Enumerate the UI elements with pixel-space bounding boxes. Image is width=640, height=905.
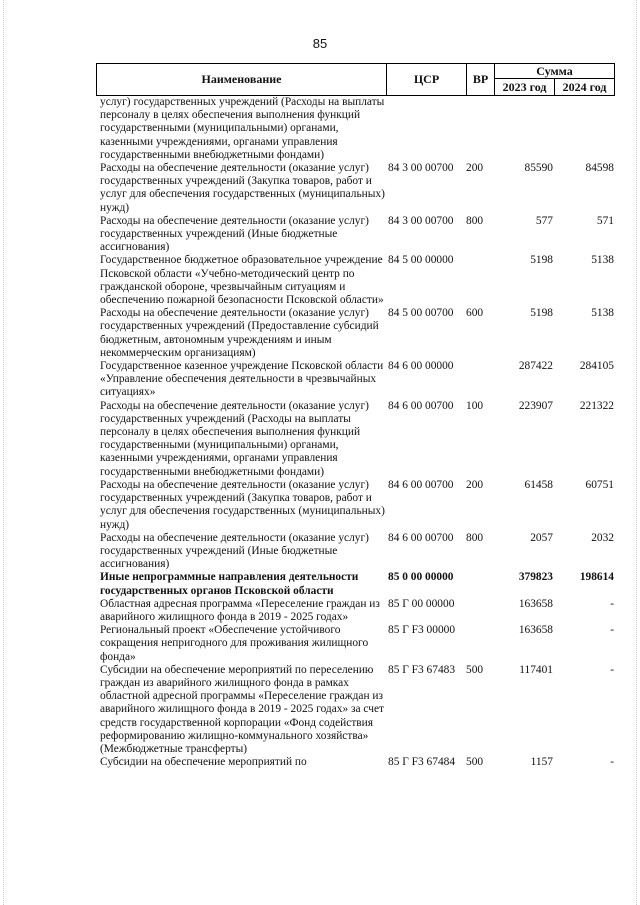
page-number: 85 — [312, 36, 328, 51]
row-csr: 85 0 00 00000 — [388, 571, 454, 584]
row-csr: 85 Г 00 00000 — [388, 597, 455, 610]
table-row — [96, 479, 615, 532]
left-margin-line — [3, 0, 4, 905]
row-sum-2023: 379823 — [518, 571, 553, 584]
row-vr — [466, 598, 493, 624]
row-csr: 84 5 00 00700 — [388, 307, 454, 320]
row-sum-2024: - — [610, 597, 614, 610]
row-sum-2023: 5198 — [530, 307, 553, 320]
table-row — [96, 571, 615, 597]
row-sum-2024: 60751 — [585, 478, 614, 491]
row-csr — [385, 96, 466, 162]
table-row — [96, 360, 615, 400]
row-name: Расходы на обеспечение деятельности (оказание услуг) государственных учреждений (Закупка товаров, работ и услуг для обеспечения государственных (муниципальных) нужд) — [100, 478, 385, 531]
row-sum-2023: 287422 — [518, 360, 553, 373]
row-sum-2023: 577 — [535, 214, 553, 227]
row-sum-2024: - — [610, 756, 614, 769]
row-sum-2023: 117401 — [519, 663, 553, 676]
row-vr: 600 — [466, 307, 484, 320]
row-sum-2023: 163658 — [518, 624, 553, 637]
row-vr: 100 — [466, 399, 484, 412]
table-row — [96, 96, 615, 162]
row-sum-2023: 2057 — [530, 531, 553, 544]
row-sum-2024: 2032 — [591, 531, 614, 544]
row-name: Расходы на обеспечение деятельности (оказание услуг) государственных учреждений (Закупка товаров, работ и услуг для обеспечения государственных (муниципальных) нужд) — [100, 162, 385, 214]
row-name: Субсидии на обеспечение мероприятий по — [100, 756, 307, 769]
row-name: Субсидии на обеспечение мероприятий по переселению граждан из аварийного жилищного фонда в рамках областной адресной программы «Переселение граждан из аварийного жилищного фонда в 2019 - 2025 годах» за счет средств государственной корпорации «Фонд содействия реформированию жилищно-коммунального хозяйства» (Межбюджетные трансферты) — [100, 663, 385, 755]
row-name: Государственное бюджетное образовательное учреждение Псковской области «Учебно-методический центр по гражданской обороне, чрезвычайным ситуациям и обеспечению пожарной безопасности Псковской области» — [100, 254, 384, 307]
table-row — [96, 162, 615, 215]
row-sum-2024: 5138 — [591, 254, 614, 267]
row-name: Иные непрограммные направления деятельности государственных органов Псковской области — [100, 571, 359, 597]
table-row — [96, 598, 615, 624]
budget-table — [96, 63, 615, 769]
header-name: Наименование — [97, 64, 387, 95]
table-row — [96, 254, 615, 307]
table-header — [96, 63, 615, 96]
row-name: Региональный проект «Обеспечение устойчивого сокращения непригодного для проживания жилищного фонда» — [100, 624, 369, 663]
row-vr: 500 — [466, 663, 484, 676]
row-name: Расходы на обеспечение деятельности (оказание услуг) государственных учреждений (Иные бюджетные ассигнования) — [100, 531, 369, 571]
row-name: Расходы на обеспечение деятельности (оказание услуг) государственных учреждений (Предоставление субсидий бюджетным, автономным учреждениям и иным некоммерческим организациям) — [100, 307, 379, 359]
header-csr: ЦСР — [387, 64, 467, 95]
header-year-2024: 2024 год — [562, 79, 607, 94]
row-sum-2024: 84598 — [585, 162, 614, 175]
row-sum-2024: 284105 — [579, 360, 614, 373]
header-vr: ВР — [467, 64, 495, 95]
table-body — [96, 96, 615, 769]
row-sum-2023: 5198 — [530, 254, 553, 267]
row-sum-2024: 198614 — [579, 571, 614, 584]
row-sum-2023: 223907 — [518, 399, 553, 412]
row-name: Расходы на обеспечение деятельности (оказание услуг) государственных учреждений (Иные бюджетные ассигнования) — [100, 214, 369, 254]
table-row — [96, 664, 615, 756]
row-vr — [466, 96, 493, 162]
row-sum-2023: 61458 — [524, 478, 553, 491]
row-sum-2024: 571 — [596, 214, 614, 227]
row-vr: 200 — [466, 478, 484, 491]
row-vr: 800 — [466, 531, 484, 544]
row-csr: 84 6 00 00000 — [388, 360, 454, 373]
row-name: услуг) государственных учреждений (Расходы на выплаты персоналу в целях обеспечения выполнения функций государственными (муниципальными) органами, казенными учреждениями, органами управления государственными внебюджетными фондами) — [100, 96, 385, 161]
row-vr: 800 — [466, 214, 484, 227]
row-csr: 85 Г F3 00000 — [388, 624, 456, 637]
header-year-2023: 2023 год — [495, 79, 555, 95]
row-vr: 500 — [466, 756, 484, 769]
row-sum-2023: 85590 — [524, 162, 553, 175]
table-row — [96, 624, 615, 664]
row-csr: 85 Г F3 67484 — [388, 756, 456, 769]
row-csr: 84 6 00 00700 — [388, 531, 454, 544]
row-sum-2023: 1157 — [530, 756, 553, 769]
table-row — [96, 756, 615, 769]
row-sum-2023: 163658 — [518, 597, 553, 610]
header-sum: Сумма — [495, 64, 614, 79]
row-name: Расходы на обеспечение деятельности (оказание услуг) государственных учреждений (Расходы на выплаты персоналу в целях обеспечения выполнения функций государственными (муниципальными) органами, казенными учреждениями, органами управления государственными внебюджетными фондами) — [100, 399, 369, 478]
table-row — [96, 215, 615, 255]
row-sum-2024 — [553, 96, 615, 162]
row-csr: 84 6 00 00700 — [388, 399, 454, 412]
row-vr — [466, 624, 493, 664]
row-sum-2024: - — [610, 624, 614, 637]
row-csr: 84 3 00 00700 — [388, 162, 454, 175]
row-sum-2024: - — [610, 663, 614, 676]
table-row — [96, 307, 615, 360]
row-csr: 84 3 00 00700 — [388, 214, 454, 227]
row-name: Областная адресная программа «Переселение граждан из аварийного жилищного фонда в 2019 - 2025 годах» — [100, 597, 380, 623]
row-vr: 200 — [466, 162, 484, 175]
row-csr: 85 Г F3 67483 — [388, 663, 456, 676]
row-sum-2024: 221322 — [579, 399, 614, 412]
row-name: Государственное казенное учреждение Псковской области «Управление обеспечения деятельности в чрезвычайных ситуациях» — [100, 360, 384, 399]
row-sum-2023 — [493, 96, 553, 162]
row-sum-2024: 5138 — [591, 307, 614, 320]
row-vr — [466, 360, 493, 400]
table-row — [96, 400, 615, 479]
row-vr — [466, 254, 493, 307]
right-margin-line — [636, 0, 637, 905]
row-csr: 84 6 00 00700 — [388, 478, 454, 491]
table-row — [96, 532, 615, 572]
row-csr: 84 5 00 00000 — [388, 254, 454, 267]
row-vr — [466, 571, 493, 597]
